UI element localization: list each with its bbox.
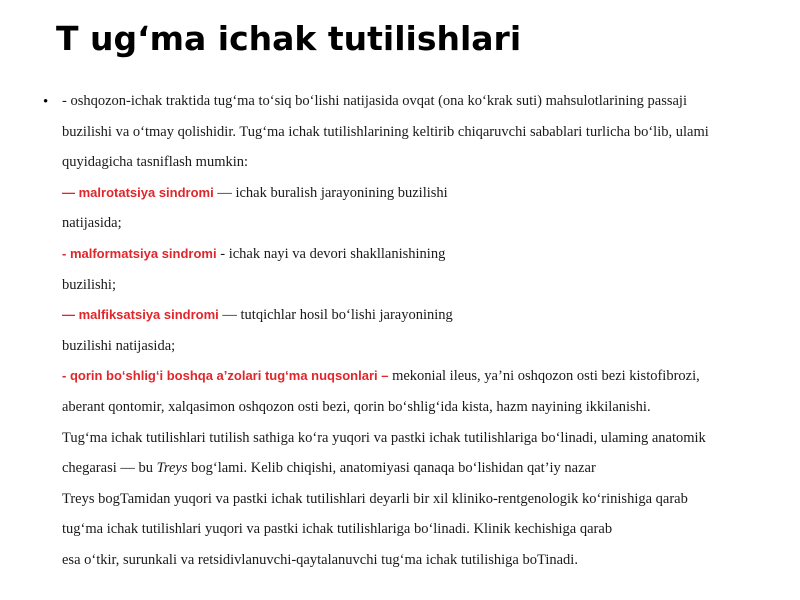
text-run: mekonial ileus, ya’ni oshqozon osti bezi kistofibrozi, xyxy=(388,368,700,385)
text-run: tug‘ma ichak tutilishlari yuqori va pastki ichak tutilishlariga bo‘linadi. Klinik kechishiga qarab xyxy=(62,521,613,538)
text-line xyxy=(62,178,762,209)
text-line xyxy=(62,361,762,392)
text-run: — tutqichlar hosil bo‘lishi jarayonining xyxy=(218,307,453,324)
text-line xyxy=(62,300,762,331)
text-line xyxy=(62,392,762,423)
text-run: - oshqozon-ichak traktida tug‘ma to‘siq bo‘lishi natijasida ovqat (ona ko‘krak suti) mahsulotlarining passaji xyxy=(62,93,687,109)
term-malfiksatsiya: — malfiksatsiya sindromi xyxy=(62,307,219,323)
slide-title: T ug‘ma ichak tutilishlari xyxy=(56,19,522,58)
text-line xyxy=(62,545,762,576)
text-run: buzilishi; xyxy=(62,276,116,293)
text-run: natijasida; xyxy=(62,215,122,232)
text-line xyxy=(62,484,762,515)
text-line xyxy=(62,270,762,301)
text-line xyxy=(62,423,762,454)
term-malrotatsiya: — malrotatsiya sindromi xyxy=(62,184,214,200)
text-run: buzilishi va o‘tmay qolishidir. Tug‘ma ichak tutilishlarining keltirib chiqaruvchi sabablari turlicha bo‘lib, ulami xyxy=(62,123,709,140)
text-run: buzilishi natijasida; xyxy=(62,337,176,354)
text-run: Tug‘ma ichak tutilishlari tutilish sathiga ko‘ra yuqori va pastki ichak tutilishlariga bo‘linadi, ulaming anatomik xyxy=(62,429,706,446)
text-line xyxy=(62,86,762,117)
text-run: — ichak buralish jarayonining buzilishi xyxy=(213,184,448,201)
text-run: quyidagicha tasniflash mumkin: xyxy=(62,154,249,171)
text-run: aberant qontomir, xalqasimon oshqozon osti bezi, qorin bo‘shlig‘ida kista, hazm nayining ikkilanishi. xyxy=(62,398,651,415)
text-line xyxy=(62,208,762,239)
bullet-marker: • xyxy=(43,94,49,110)
text-run: esa o‘tkir, surunkali va retsidivlanuvchi-qaytalanuvchi tug‘ma ichak tutilishiga boTinadi. xyxy=(62,551,578,568)
text-line xyxy=(62,147,762,178)
text-run: Treys bogTamidan yuqori va pastki ichak tutilishlari deyarli bir xil kliniko-rentgenologik ko‘rinishiga qarab xyxy=(62,490,688,507)
body-text xyxy=(62,86,762,576)
text-line xyxy=(62,331,762,362)
text-line xyxy=(62,453,762,484)
text-run: chegarasi — bu xyxy=(62,460,157,477)
text-line xyxy=(62,239,762,270)
text-line xyxy=(62,117,762,148)
text-run: - ichak nayi va devori shakllanishining xyxy=(216,245,446,262)
term-qorin-nuqsonlari: - qorin bo‘shlig‘i boshqa a’zolari tug‘ma nuqsonlari – xyxy=(62,368,389,384)
term-malformatsiya: - malformatsiya sindromi xyxy=(62,245,217,261)
italic-term-treys: Treys xyxy=(156,460,188,477)
text-line xyxy=(62,514,762,545)
text-run: bog‘lami. Kelib chiqishi, anatomiyasi qanaqa bo‘lishidan qat’iy nazar xyxy=(187,460,596,477)
